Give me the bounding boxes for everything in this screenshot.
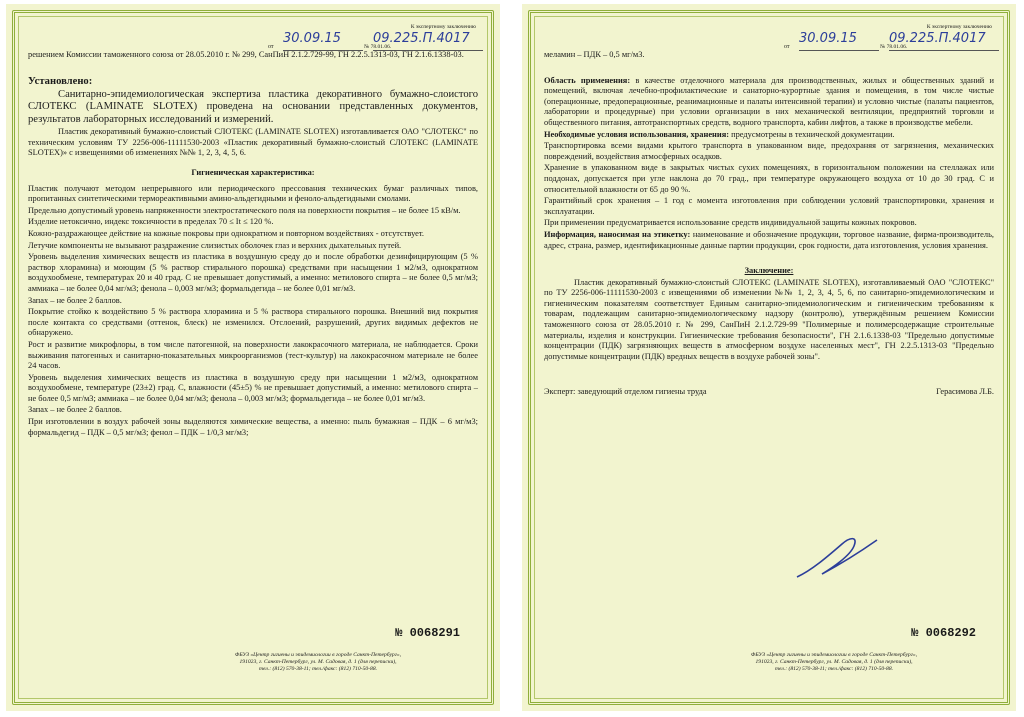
expert-signature-row [544, 387, 994, 398]
org-line-2: 191023, г. Санкт-Петербург, ул. М. Садовая, д. 1 (для переписки), [239, 659, 397, 665]
hygiene-paragraph: Летучие компоненты не вызывают раздражение слизистых оболочек глаз и верхних дыхательных путей. [28, 240, 402, 250]
from-label: от [784, 44, 790, 50]
storage-label: Необходимые условия использования, хранения: [544, 129, 730, 139]
handwritten-number: 09.225.П.4017 [373, 31, 470, 46]
org-line-1: ФБУЗ «Центр гигиены и эпидемиологии в городе Санкт-Петербург», [234, 652, 402, 658]
scope-paragraph [544, 76, 994, 129]
org-line-3: тел.: (812) 570-38-11; тел./факс: (812) 710-50-88. [774, 666, 894, 672]
hygiene-paragraph: Покрытие стойко к воздействию 5 % раствора хлорамина и 5 % раствора стирального порошка. Внешний вид покрытия после контакта со средствами (оттенок, блеск) не изменился. Отслоений, разрушений, других видимых дефектов не обнаружено. [28, 307, 478, 338]
scope-text: в качестве отделочного материала для производственных, жилых и общественных зданий и помещений, включая лечебно-профилактические и санаторно-курортные здания и помещения, в том числе чистые (операционные, предоперационные, реанимационные и палаты интенсивной терапии) и условно чистые (палаты пациентов, лаборатории и процедурные) при условии организации в них механической вентиляции, предприятий торговли и общественного питания, автотранспортных средств, водного транспорта, кабин лифтов, а также в производстве мебели. [544, 75, 994, 127]
conclusion-text: Пластик декоративный бумажно-слоистый СЛОТЕКС (LAMINATE SLOTEX), изготавливаемый ОАО "СЛОТЕКС" по ТУ 2256-006-11111530-2003 с извещениями об изменении №№ 1, 2, 3, 4, 5, 6, по санитарно-эпидемиологическим и гигиеническим показателям соответствует Единым санитарно-эпидемиологическим и гигиеническим требованиям к товарам, подлежащим санитарно-эпидемиологическому надзору (контролю), утверждённым решением Комиссии таможенного союза от 28.05.2010 г. № 299, СанПиН 2.1.2.729-99 "Полимерные и полимерсодержащие строительные материалы, изделия и конструкции. Гигиенические требования безопасности", ГН 2.1.6.1338-03 "Предельно допустимые концентрации (ПДК) загрязняющих веществ в атмосферном воздухе населенных мест", ГН 2.2.5.1313-03 "Предельно допустимые концентрации (ПДК) вредных веществ в воздухе рабочей зоны". [544, 277, 994, 361]
scope-label: Область применения: [544, 75, 631, 85]
hygiene-paragraph: Пластик получают методом непрерывного или периодического прессования технических бумаг различных типов, пропитанных синтетическими термореактивными амино-альдегидными и феноло-альдегидными смолами. [28, 183, 478, 204]
hygiene-title: Гигиеническая характеристика: [191, 168, 315, 177]
number-underline [889, 50, 999, 51]
storage-paragraphs [544, 141, 994, 229]
label-paragraph [544, 230, 994, 251]
organization-footer [672, 652, 996, 673]
storage-text: предусмотрены в технической документации. [729, 129, 895, 139]
expert-label: Эксперт: заведующий отделом гигиены труда [544, 387, 707, 397]
storage-paragraph-item: Гарантийный срок хранения – 1 год с момента изготовления при соблюдении условий транспортировки, хранения и эксплуатации. [544, 196, 994, 216]
annex-label: К экспертному заключению [926, 24, 992, 30]
document-page-2 [522, 4, 1016, 711]
storage-paragraph-item: Транспортировка всеми видами крытого транспорта в упакованном виде, предохраняя от загрязнения, механических повреждений, воздействия атмосферных осадков. [544, 141, 994, 161]
storage-paragraph [544, 130, 994, 141]
continuation-text: меламин – ПДК – 0,5 мг/м3. [544, 50, 645, 59]
hygiene-paragraph: Изделие нетоксично, индекс токсичности в пределах 70 ≤ It ≤ 120 %. [28, 217, 274, 227]
established-title: Установлено: [28, 75, 93, 87]
number-label: № 78.01.06. [364, 44, 392, 50]
organization-footer [156, 652, 480, 673]
hygiene-paragraph: Уровень выделения химических веществ из пластика в воздушную среду до и после обработки дезинфицирующим (5 % раствор хлорамина) и моющим (5 % раствор стирального порошка) средствами при насыщении 1 м2/м3, однократном воздухообмене, температурах 20 и 40 град. С не превышает допустимый, а именно: метилового спирта – не более 0,5 мг/м3; аммиака – не более 0,04 мг/м3; фенола – 0,003 мг/м3; формальдегида – не более 0,01 мг/м3. [28, 252, 478, 293]
org-line-2: 191023, г. Санкт-Петербург, ул. М. Садовая, д. 1 (для переписки), [755, 659, 913, 665]
hygiene-paragraphs [28, 184, 478, 439]
date-underline [283, 50, 363, 51]
handwritten-date: 30.09.15 [283, 31, 341, 46]
serial-number: № 0068291 [395, 626, 460, 640]
signature-icon [792, 532, 882, 582]
page-1-content [28, 18, 478, 697]
page-2-content [544, 18, 994, 697]
annex-label: К экспертному заключению [410, 24, 476, 30]
hygiene-paragraph: Уровень выделения химических веществ из пластика в воздушную среду при насыщении 1 м2/м3, однократном воздухообмене, температуре (23±2) град. С, влажности (45±5) % не превышает допустимый, а именно: метилового спирта – не более 0,5 мг/м3; аммиака – не более 0,04 мг/м3; фенола – 0,003 мг/м3; формальдегида – не более 0,01 мг/м3. [28, 372, 478, 403]
page-header [28, 18, 478, 64]
handwritten-number: 09.225.П.4017 [889, 31, 986, 46]
hygiene-paragraph: Запах – не более 2 баллов. [28, 405, 122, 415]
hygiene-paragraph: При изготовлении в воздух рабочей зоны выделяются химические вещества, а именно: пыль бумажная – ПДК – 6 мг/м3; формальдегид – ПДК – 0,5 мг/м3; фенол – ПДК – 1/0,3 мг/м3; [28, 417, 478, 437]
number-label: № 78.01.06. [880, 44, 908, 50]
conclusion-title: Заключение: [744, 266, 794, 276]
intro-text: решением Комиссии таможенного союза от 28.05.2010 г. № 299, СанПиН 2.1.2.729-99, ГН 2.2.5.1313-03, ГН 2.1.6.1338-03. [28, 50, 464, 59]
label-label: Информация, наносимая на этикетку: [544, 229, 691, 239]
label-text: наименование и обозначение продукции, торговое название, фирма-производитель, адрес, страна, размер, идентификационные данные партии продукции, срок годности, дата изготовления, условия хранения. [544, 229, 994, 250]
serial-number: № 0068292 [911, 626, 976, 640]
hygiene-paragraph: Предельно допустимый уровень напряженности электростатического поля на поверхности покрытия – не более 15 кВ/м. [28, 205, 461, 215]
org-line-1: ФБУЗ «Центр гигиены и эпидемиологии в городе Санкт-Петербург», [750, 652, 918, 658]
from-label: от [268, 44, 274, 50]
date-underline [799, 50, 879, 51]
hygiene-paragraph: Кожно-раздражающее действие на кожные покровы при однократном и повторном воздействиях - отсутствует. [28, 228, 424, 238]
org-line-3: тел.: (812) 570-38-11; тел./факс: (812) 710-50-88. [258, 666, 378, 672]
established-paragraph-1: Санитарно-эпидемиологическая экспертиза пластика декоративного бумажно-слоистого СЛОТЕКС (LAMINATE SLOTEX) проведена на основании представленных документов, результатов лабораторных исследований и измерений. [28, 89, 478, 125]
handwritten-date: 30.09.15 [799, 31, 857, 46]
expert-name: Герасимова Л.Б. [936, 387, 994, 397]
document-page-1 [6, 4, 500, 711]
storage-paragraph-item: При применении предусматривается использование средств индивидуальной защиты кожных покровов. [544, 218, 917, 228]
hygiene-paragraph: Рост и развитие микрофлоры, в том числе патогенной, на поверхности лакокрасочного материала, не наблюдается. Сроки выживания патогенных и санитарно-показательных микроорганизмов (тест-культур) на лакокрасочном материале не более 24 часов. [28, 339, 478, 371]
page-header [544, 18, 994, 64]
number-underline [373, 50, 483, 51]
hygiene-paragraph: Запах – не более 2 баллов. [28, 295, 122, 305]
established-paragraph-2: Пластик декоративный бумажно-слоистый СЛОТЕКС (LAMINATE SLOTEX) изготавливается ОАО "СЛОТЕКС" по техническим условиям ТУ 2256-006-11111530-2003 «Пластик декоративный бумажно-слоистый СЛОТЕКС (LAMINATE SLOTEX)» с извещениями об изменениях №№ 1, 2, 3, 4, 5, 6. [28, 127, 478, 158]
storage-paragraph-item: Хранение в упакованном виде в закрытых чистых сухих помещениях, в горизонтальном положении на стеллажах или поддонах, допускается при угле наклона до 70 град., при температуре окружающего воздуха от 10 до 30 град. С и относительной влажности от 65 до 90 %. [544, 163, 994, 194]
